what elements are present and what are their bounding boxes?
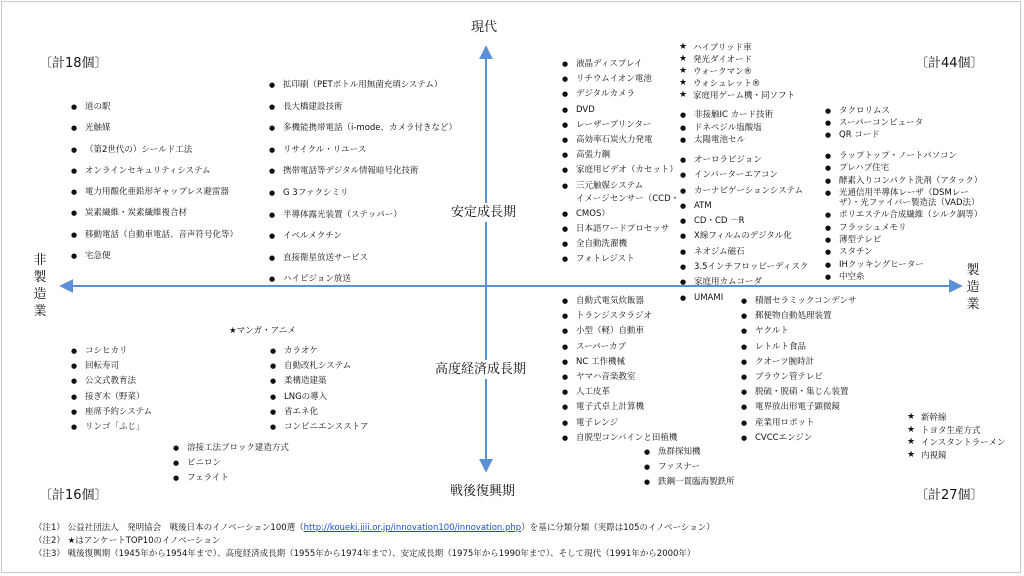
list-item: ● 非接触IC カード技術 [680,109,773,122]
list-item: ● 電力用酸化亜鉛形ギャップレス避雷器 [71,182,238,203]
list-item: ● コンビニエンスストア [270,420,369,435]
list-item: ● ファスナー [644,460,735,475]
footnote-3: （注3） 戦後復興期（1945年から1954年まで）、高度経済成長期（1955年から1974年まで）、安定成長期（1975年から1990年まで）、そして現代（1991年から2000年） [34,549,696,559]
list-item: ● レトルト食品 [741,340,857,355]
list-item: ● 長大橋建設技術 [269,97,457,119]
list-item: ● 宅急便 [71,246,238,267]
list-item: ● G 3ファクシミリ [269,183,457,205]
list-bottom-right-c [644,445,735,491]
list-item: ● UMAMI [680,291,808,306]
manga-anime-label: ★マンガ・アニメ [229,326,296,336]
list-top-left-a [71,97,238,267]
list-item: ★ トヨタ生産方式 [907,425,1005,438]
list-item: ● 積層セラミックコンデンサ [741,294,857,309]
footnote-2: （注2） ★はアンケートTOP10のイノベーション [34,536,221,546]
list-item: ● 中空糸 [825,271,982,283]
list-top-left-b [269,75,457,291]
list-item: ● インバーターエアコン [680,168,808,183]
footnote-1-text: （注1） 公益社団法人 発明協会 戦後日本のイノベーション100選（ [34,523,304,533]
list-item: ● 携帯電話等デジタル情報暗号化技術 [269,161,457,183]
source-link[interactable]: http://koueki.jiii.or.jp/innovation100/innovation.php [303,523,522,533]
list-item: ● カーナビゲーションシステム [680,184,808,199]
list-item: ● 自動改札システム [270,359,369,374]
list-item: ● レーザープリンター [562,118,679,133]
list-item: ● CD・CD －R [680,214,808,229]
list-item: ● クオーツ腕時計 [741,355,857,370]
list-item: ● 液晶ディスプレイ [562,57,679,72]
list-top-right-a [562,57,679,268]
list-item: ● DVD [562,103,679,118]
list-item: ● 家庭用ビデオ（カセット） [562,163,679,178]
list-item: ● 太陽電池セル [680,134,773,147]
axis-left-label: 非 製 造 業 [33,253,47,319]
list-item: ★ インスタントラーメン [907,437,1005,450]
list-top-right-b2 [680,153,808,306]
list-item: ● ヤクルト [741,324,857,339]
count-top-right: 〔計44個〕 [915,56,984,71]
list-item: ★ 新幹線 [907,412,1005,425]
list-item: ● 郵便物自動処理装置 [741,309,857,324]
list-top-right-star [679,42,795,102]
list-bottom-left-c [173,441,289,487]
list-item: ● 道の駅 [71,97,238,118]
list-item: ● フォトレジスト [562,252,679,267]
footnotes [34,522,715,561]
list-bottom-right-a [562,294,677,446]
list-item: ● 脱硫・脱硝・集じん装置 [741,385,857,400]
list-item: ● CMOS） [562,207,679,222]
list-top-right-b1 [680,109,773,147]
count-top-left: 〔計18個〕 [39,56,108,71]
list-item: ● IHクッキングヒーター [825,259,982,271]
list-item: ● 炭素繊維・炭素繊維複合材 [71,203,238,224]
list-item: ● 三元触媒システム [562,179,679,194]
list-item: ● プレハブ住宅 [825,162,982,174]
list-item: イメージセンサー（CCD・ [576,193,680,204]
list-item: ● リチウムイオン電池 [562,72,679,87]
list-item: ● 接ぎ木（野菜） [71,390,152,405]
list-item: ● イベルメクチン [269,226,457,248]
list-item: ★ 内視鏡 [907,450,1005,463]
list-item: ザ）・光ファイバー製造法（VAD法） [839,198,980,209]
list-item: ● 電界放出形電子顕微鏡 [741,400,857,415]
list-item: ● ポリエステル合成繊維（シルク調等） [825,209,982,221]
list-item: ● オンラインセキュリティシステム [71,161,238,182]
list-item: ● 自動式電気炊飯器 [562,294,677,309]
list-item: ● スタチン [825,246,982,258]
list-item: ● カラオケ [270,344,369,359]
list-item: ★ 家庭用ゲーム機・同ソフト [679,90,795,102]
list-item: ● リサイクル・リユース [269,140,457,162]
list-item: ● ビニロン [173,456,289,471]
period-lower-label: 高度経済成長期 [435,362,527,377]
list-item: ● オーロラビジョン [680,153,808,168]
footnote-1 [34,522,715,535]
list-item: ★ ハイブリッド車 [679,42,795,54]
list-top-right-c2 [825,150,982,283]
list-item: ● フェライト [173,471,289,486]
list-item: ● 高張力鋼 [562,148,679,163]
list-item: ● 薄型テレビ [825,234,982,246]
axis-bottom-label: 戦後復興期 [450,484,516,499]
list-bottom-right-b [741,294,857,446]
list-bottom-left-a [71,344,152,435]
list-item: ● 日本語ワードプロセッサ [562,222,679,237]
list-item: ● NC 工作機械 [562,355,677,370]
list-item: ● ブラウン管テレビ [741,370,857,385]
list-item: ● コシヒカリ [71,344,152,359]
list-item: ● QR コード [825,129,923,141]
list-item: ● ATM [680,199,808,214]
count-bottom-left: 〔計16個〕 [39,488,108,503]
list-bottom-right-star [907,412,1005,462]
list-item: ● スーパーコンピュータ [825,117,923,129]
list-item: ● 家庭用カムコーダ [680,275,808,290]
list-top-right-c1 [825,105,923,141]
list-item: ● 省エネ化 [270,405,369,420]
list-item: ● フラッシュメモリ [825,222,982,234]
list-item: ● 拡印刷（PETボトル用無菌充填システム） [269,75,457,97]
list-item: ● 人工皮革 [562,385,677,400]
list-item: ● 鉄鋼一貫臨海製鉄所 [644,475,735,490]
list-item: ● 溶接工法ブロック建造方式 [173,441,289,456]
list-item: ● 産業用ロボット [741,416,857,431]
list-item: ★ 発光ダイオード [679,54,795,66]
list-bottom-left-b [270,344,369,435]
axis-right-label: 製 造 業 [966,263,980,312]
list-item: ★ ウォシュレット® [679,78,795,90]
list-item: ● 3.5インチフロッピーディスク [680,260,808,275]
list-item: ● 回転寿司 [71,359,152,374]
list-item: ● 酵素入りコンパクト洗剤（アタック） [825,175,982,187]
list-item: ● 直接衛星放送サービス [269,248,457,270]
list-item: ● （第2世代の）シールド工法 [71,140,238,161]
list-item: ● 移動電話（自動車電話、音声符号化等） [71,225,238,246]
list-item: ● ネオジム磁石 [680,245,808,260]
list-item: ● 光通信用半導体レーザ（DSMレー [825,187,982,199]
list-item: ● 魚群探知機 [644,445,735,460]
list-item: ● 多機能携帯電話（i-mode、カメラ付きなど） [269,118,457,140]
list-item: ● リンゴ「ふじ」 [71,420,152,435]
list-item: ● X線フィルムのデジタル化 [680,229,808,244]
list-item: ● 電子式卓上計算機 [562,400,677,415]
list-item: ● 全自動洗濯機 [562,237,679,252]
list-item: ● LNGの導入 [270,390,369,405]
list-item: ● 半導体露光装置（ステッパー） [269,205,457,227]
list-item: ● ハイビジョン放送 [269,269,457,291]
list-item: ● ヤマハ音楽教室 [562,370,677,385]
list-item: ● スーパーカブ [562,340,677,355]
count-bottom-right: 〔計27個〕 [915,488,984,503]
list-item: ● デジタルカメラ [562,87,679,102]
period-upper-label: 安定成長期 [451,205,517,220]
list-item: ● トランジスタラジオ [562,309,677,324]
list-item: ● 小型（軽）自動車 [562,324,677,339]
list-item: ● 電子レンジ [562,416,677,431]
list-item: ● 公文式教育法 [71,374,152,389]
footnote-1-tail: ）を基に分類分類（実際は105のイノベーション） [521,523,715,533]
list-item: ● CVCCエンジン [741,431,857,446]
list-item: ● 高効率石炭火力発電 [562,133,679,148]
list-item: ● 柔構造建築 [270,374,369,389]
list-item: ★ ウォークマン® [679,66,795,78]
list-item: ● タクロリムス [825,105,923,117]
list-item: ● ドネペジル塩酸塩 [680,122,773,135]
list-item: ● ラップトップ・ノートパソコン [825,150,982,162]
list-item: ● 座席予約システム [71,405,152,420]
list-item: ● 光触媒 [71,118,238,139]
axis-top-label: 現代 [471,20,498,35]
list-item: ● 自脱型コンバインと田植機 [562,431,677,446]
